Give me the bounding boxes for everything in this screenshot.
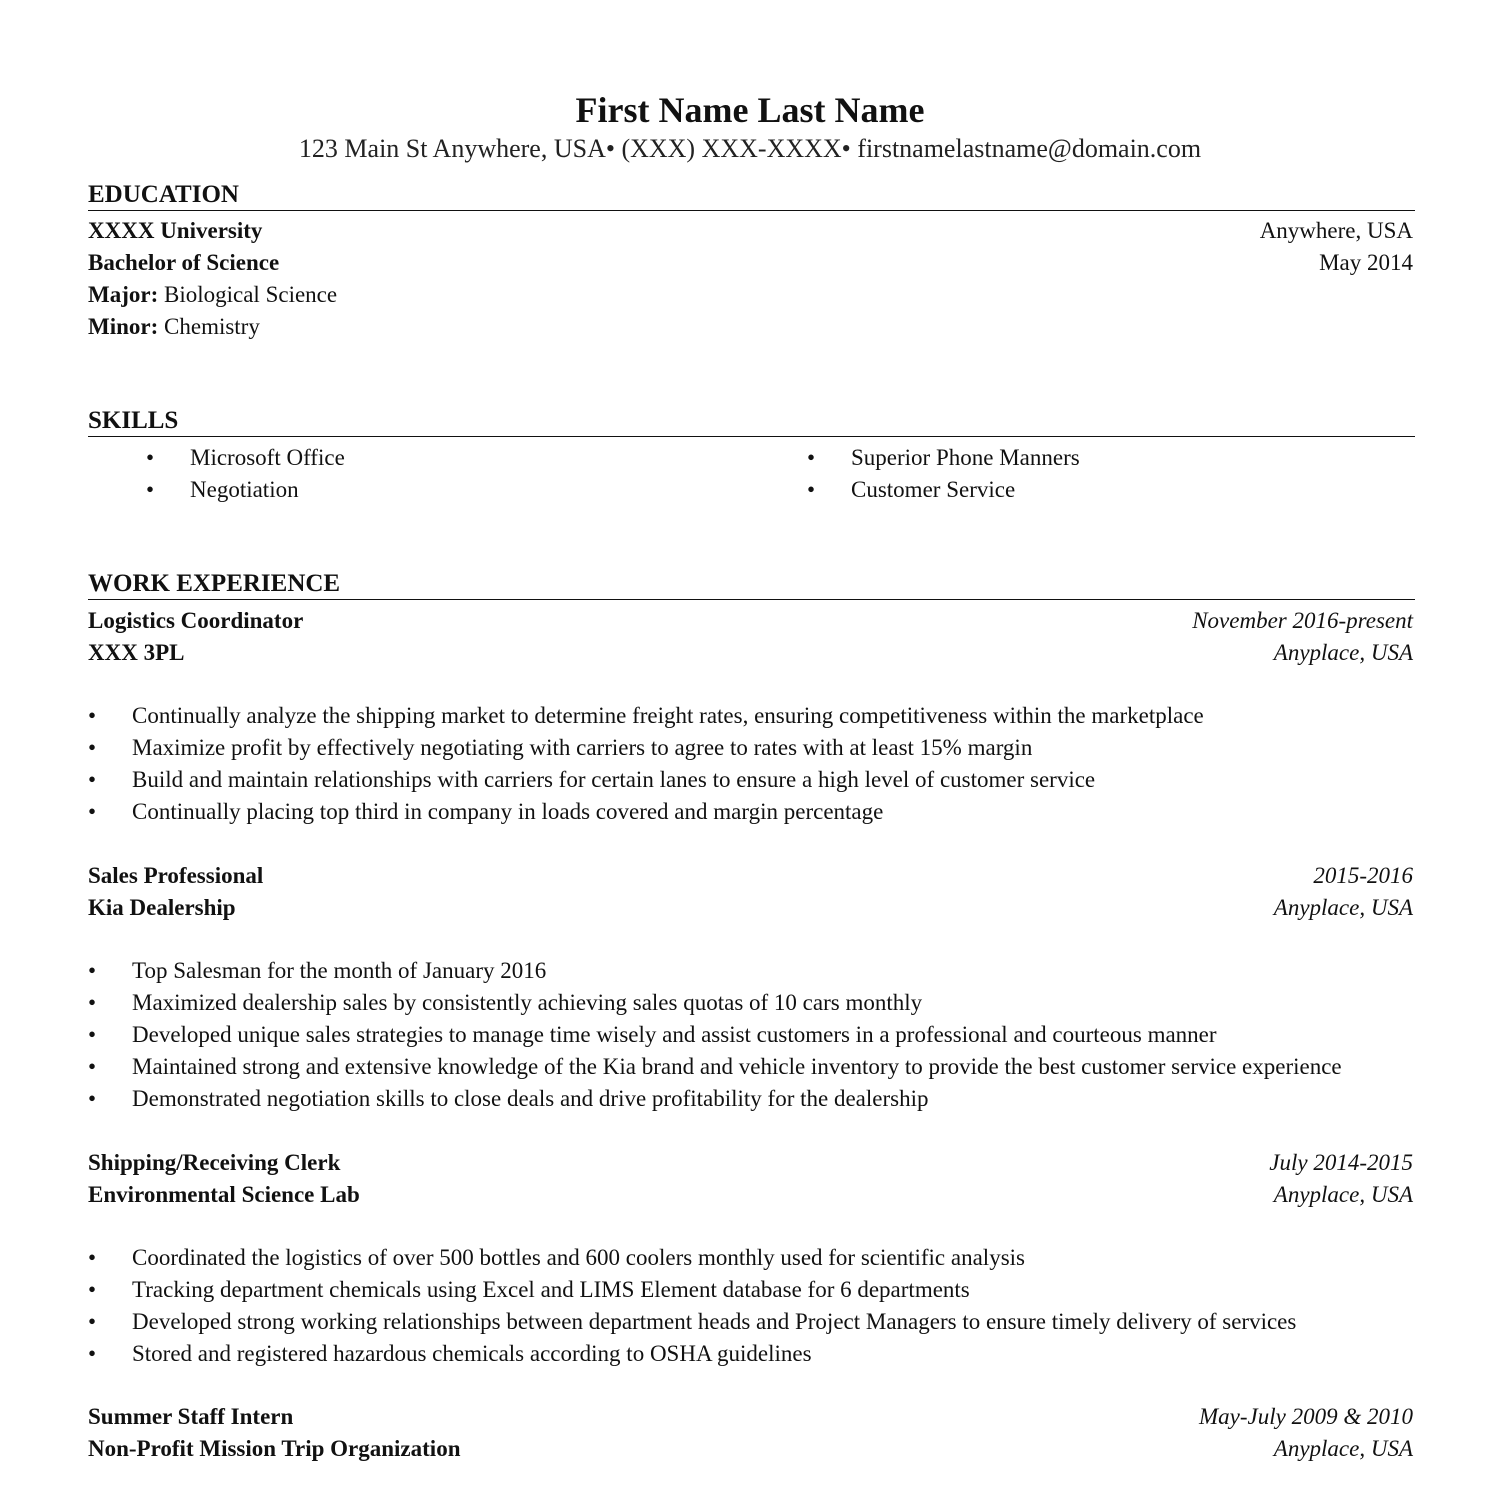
major-label: Major: [88, 282, 159, 307]
job-bullet: • Stored and registered hazardous chemicals according to OSHA guidelines [88, 1338, 1418, 1370]
job-location: Anyplace, USA [1273, 640, 1413, 665]
section-title-work: WORK EXPERIENCE [88, 569, 1415, 600]
job-role: Shipping/Receiving Clerk [88, 1150, 341, 1175]
job-bullet: • Maximize profit by effectively negotiating with carriers to agree to rates with at least 15% margin [88, 732, 1418, 764]
education-minor-row [88, 311, 1413, 343]
job-location: Anyplace, USA [1273, 1182, 1413, 1207]
job-company: XXX 3PL [88, 640, 185, 665]
job-bullet: • Developed strong working relationships between department heads and Project Managers to ensure timely delivery of services [88, 1306, 1418, 1338]
education-school-row [88, 215, 1413, 247]
job-bullet: • Maximized dealership sales by consistently achieving sales quotas of 10 cars monthly [88, 987, 1418, 1019]
skill-item: • Customer Service [807, 474, 1080, 506]
job-date: 2015-2016 [1313, 863, 1413, 888]
section-title-skills: SKILLS [88, 406, 1415, 437]
skills-list-left [146, 442, 345, 506]
job-bullet: • Continually analyze the shipping market to determine freight rates, ensuring competitiveness within the marketplace [88, 700, 1418, 732]
job-bullets [88, 700, 1418, 828]
minor-value: Chemistry [158, 314, 260, 339]
job-bullet: • Developed unique sales strategies to manage time wisely and assist customers in a professional and courteous manner [88, 1019, 1418, 1051]
job-company-row [88, 892, 1413, 924]
skill-item: • Superior Phone Manners [807, 442, 1080, 474]
education-major [88, 279, 337, 311]
education-degree: Bachelor of Science [88, 250, 280, 275]
job-location: Anyplace, USA [1273, 895, 1413, 920]
education-minor [88, 311, 260, 343]
job-company-row [88, 637, 1413, 669]
job-bullet: • Top Salesman for the month of January 2016 [88, 955, 1418, 987]
job-role-row [88, 1401, 1413, 1433]
skill-item: • Negotiation [146, 474, 345, 506]
job-company-row [88, 1433, 1413, 1465]
job-role-row [88, 1147, 1413, 1179]
job-role: Summer Staff Intern [88, 1404, 294, 1429]
job-bullet: • Maintained strong and extensive knowledge of the Kia brand and vehicle inventory to provide the best customer service experience [88, 1051, 1418, 1083]
job-bullet: • Tracking department chemicals using Excel and LIMS Element database for 6 departments [88, 1274, 1418, 1306]
job-bullet: • Build and maintain relationships with carriers for certain lanes to ensure a high level of customer service [88, 764, 1418, 796]
job-role: Logistics Coordinator [88, 608, 304, 633]
job-bullet: • Continually placing top third in company in loads covered and margin percentage [88, 796, 1418, 828]
section-title-education: EDUCATION [88, 180, 1415, 211]
job-role-row [88, 860, 1413, 892]
job-company: Non-Profit Mission Trip Organization [88, 1436, 461, 1461]
candidate-name: First Name Last Name [575, 90, 925, 130]
contact-line: 123 Main St Anywhere, USA• (XXX) XXX-XXXX• firstnamelastname@domain.com [298, 134, 1202, 163]
job-bullet: • Demonstrated negotiation skills to close deals and drive profitability for the dealership [88, 1083, 1418, 1115]
job-company: Environmental Science Lab [88, 1182, 360, 1207]
education-date: May 2014 [1319, 250, 1413, 275]
skills-list-right [807, 442, 1080, 506]
education-degree-row [88, 247, 1413, 279]
minor-label: Minor: [88, 314, 159, 339]
job-date: July 2014-2015 [1269, 1150, 1413, 1175]
education-school: XXXX University [88, 218, 263, 243]
job-company-row [88, 1179, 1413, 1211]
major-value: Biological Science [158, 282, 338, 307]
job-location: Anyplace, USA [1273, 1436, 1413, 1461]
job-role: Sales Professional [88, 863, 264, 888]
education-major-row [88, 279, 1413, 311]
education-location: Anywhere, USA [1259, 218, 1413, 243]
job-date: November 2016-present [1192, 608, 1413, 633]
skill-item: • Microsoft Office [146, 442, 345, 474]
job-bullets [88, 955, 1418, 1115]
job-role-row [88, 605, 1413, 637]
job-date: May-July 2009 & 2010 [1199, 1404, 1413, 1429]
job-company: Kia Dealership [88, 895, 236, 920]
job-bullets [88, 1242, 1418, 1370]
job-bullet: • Coordinated the logistics of over 500 bottles and 600 coolers monthly used for scientific analysis [88, 1242, 1418, 1274]
